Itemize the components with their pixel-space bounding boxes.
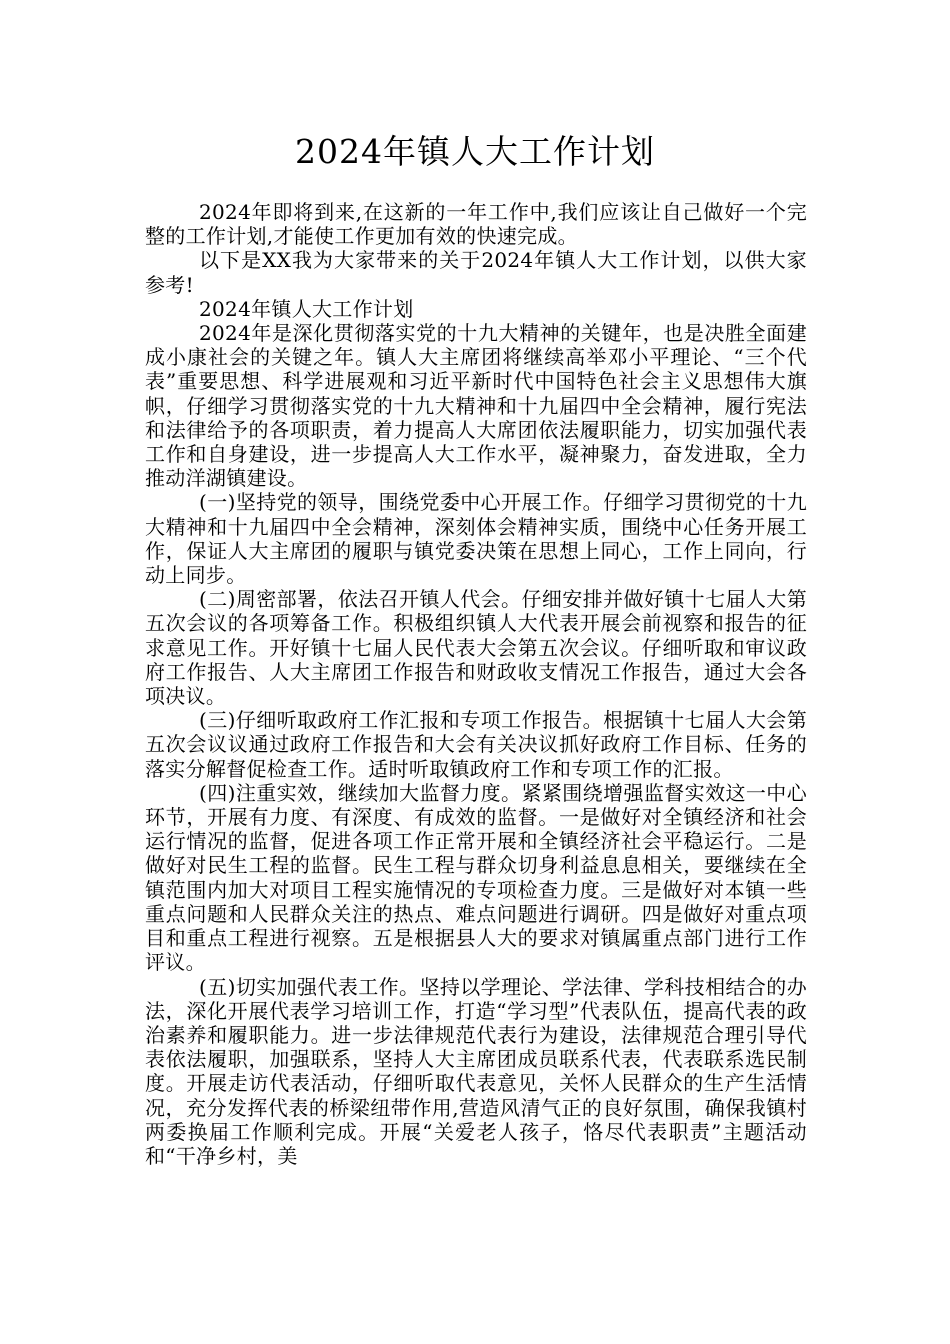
paragraph-overview: 2024年是深化贯彻落实党的十九大精神的关键年，也是决胜全面建成小康社会的关键之年。镇人大主席团将继续高举邓小平理论、“三个代表”重要思想、科学进展观和习近平新时代中国特色社会主义思想伟大旗帜，仔细学习贯彻落实党的十九大精神和十九届四中全会精神，履行宪法和法律给予的各项职责，着力提高人大席团依法履职能力，切实加强代表工作和自身建设，进一步提高人大工作水平，凝神聚力，奋发进取，全力推动洋湖镇建设。 <box>145 321 807 491</box>
paragraph-intro: 2024年即将到来,在这新的一年工作中,我们应该让自己做好一个完整的工作计划,才能使工作更加有效的快速完成。 <box>145 200 807 249</box>
paragraph-item-2: (二)周密部署，依法召开镇人代会。仔细安排并做好镇十七届人大第五次会议的各项筹备工作。积极组织镇人大代表开展会前视察和报告的征求意见工作。开好镇十七届人民代表大会第五次会议。仔细听取和审议政府工作报告、人大主席团工作报告和财政收支情况工作报告，通过大会各项决议。 <box>145 587 807 709</box>
paragraph-item-3: (三)仔细听取政府工作汇报和专项工作报告。根据镇十七届人大会第五次会议议通过政府工作报告和大会有关决议抓好政府工作目标、任务的落实分解督促检查工作。适时听取镇政府工作和专项工作的汇报。 <box>145 708 807 781</box>
paragraph-reference: 以下是XX我为大家带来的关于2024年镇人大工作计划，以供大家参考! <box>145 248 807 297</box>
document-title: 2024年镇人大工作计划 <box>295 132 655 171</box>
document-body <box>145 200 807 1168</box>
paragraph-item-5: (五)切实加强代表工作。坚持以学理论、学法律、学科技相结合的办法，深化开展代表学习培训工作，打造“学习型”代表队伍，提高代表的政治素养和履职能力。进一步法律规范代表行为建设，法律规范合理引导代表依法履职，加强联系，坚持人大主席团成员联系代表，代表联系选民制度。开展走访代表活动，仔细听取代表意见，关怀人民群众的生产生活情况，充分发挥代表的桥梁纽带作用,营造风清气正的良好氛围，确保我镇村两委换届工作顺利完成。开展“关爱老人孩子，恪尽代表职责”主题活动和“干净乡村，美 <box>145 974 807 1168</box>
paragraph-item-1: (一)坚持党的领导，围绕党委中心开展工作。仔细学习贯彻党的十九大精神和十九届四中全会精神，深刻体会精神实质，围绕中心任务开展工作，保证人大主席团的履职与镇党委决策在思想上同心，工作上同向，行动上同步。 <box>145 490 807 588</box>
paragraph-subtitle: 2024年镇人大工作计划 <box>199 296 414 321</box>
paragraph-item-4: (四)注重实效，继续加大监督力度。紧紧围绕增强监督实效这一中心环节，开展有力度、有深度、有成效的监督。一是做好对全镇经济和社会运行情况的监督，促进各项工作正常开展和全镇经济社会平稳运行。二是做好对民生工程的监督。民生工程与群众切身利益息息相关，要继续在全镇范围内加大对项目工程实施情况的专项检查力度。三是做好对本镇一些重点问题和人民群众关注的热点、难点问题进行调研。四是做好对重点项目和重点工程进行视察。五是根据县人大的要求对镇属重点部门进行工作评议。 <box>145 780 807 975</box>
